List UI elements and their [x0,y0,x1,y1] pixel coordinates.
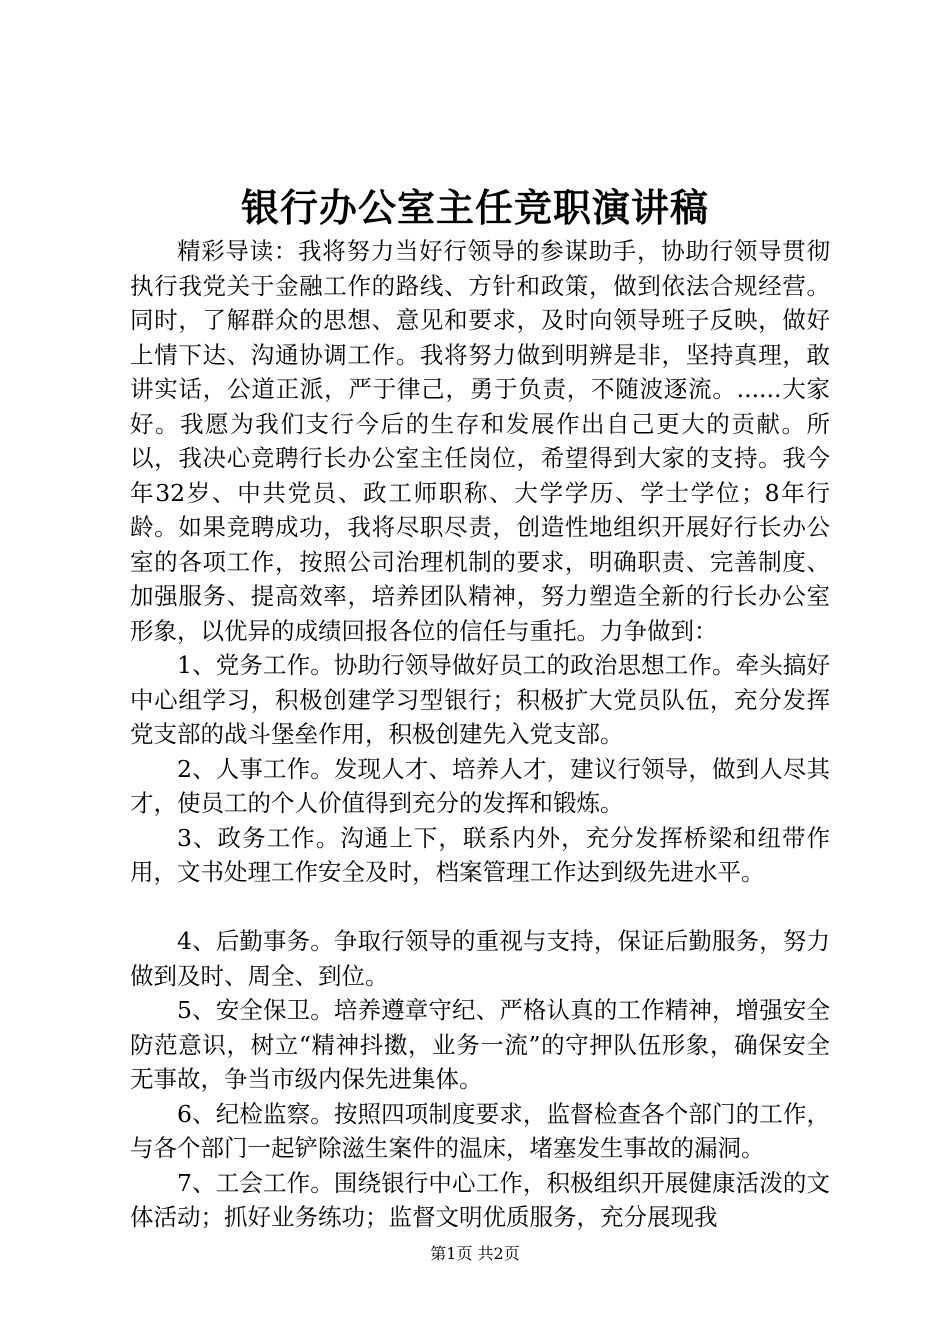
paragraph-intro: 精彩导读：我将努力当好行领导的参谋助手，协助行领导贯彻执行我党关于金融工作的路线、方针和政策，做到依法合规经营。同时，了解群众的思想、意见和要求，及时向领导班子反映，做好上情下达、沟通协调工作。我将努力做到明辨是非，坚持真理，敢讲实话，公道正派，严于律己，勇于负责，不随波逐流。......大家好。我愿为我们支行今后的生存和发展作出自己更大的贡献。所以，我决心竞聘行长办公室主任岗位，希望得到大家的支持。我今年32岁、中共党员、政工师职称、大学学历、学士学位；8年行龄。如果竞聘成功，我将尽职尽责，创造性地组织开展好行长办公室的各项工作，按照公司治理机制的要求，明确职责、完善制度、加强服务、提高效率，培养团队精神，努力塑造全新的行长办公室形象，以优异的成绩回报各位的信任与重托。力争做到： [130,237,830,645]
page-number-footer: 第1页 共2页 [430,1244,520,1263]
document-body [130,234,830,1235]
paragraph-item-5: 5、安全保卫。培养遵章守纪、严格认真的工作精神，增强安全防范意识，树立“精神抖擞，业务一流”的守押队伍形象，确保安全无事故，争当市级内保先进集体。 [130,996,830,1093]
paragraph-item-6: 6、纪检监察。按照四项制度要求，监督检查各个部门的工作，与各个部门一起铲除滋生案件的温床，堵塞发生事故的漏洞。 [130,1099,830,1162]
document-title: 银行办公室主任竞职演讲稿 [240,185,709,230]
paragraph-item-4: 4、后勤事务。争取行领导的重视与支持，保证后勤服务，努力做到及时、周全、到位。 [130,927,830,990]
paragraph-item-7: 7、工会工作。围绕银行中心工作，积极组织开展健康活泼的文体活动；抓好业务练功；监督文明优质服务，充分展现我 [130,1168,830,1231]
paragraph-item-2: 2、人事工作。发现人才、培养人才，建议行领导，做到人尽其才，使员工的个人价值得到充分的发挥和锻炼。 [130,754,830,817]
paragraph-item-3: 3、政务工作。沟通上下，联系内外，充分发挥桥梁和纽带作用，文书处理工作安全及时，档案管理工作达到级先进水平。 [130,823,830,886]
paragraph-item-1: 1、党务工作。协助行领导做好员工的政治思想工作。牵头搞好中心组学习，积极创建学习型银行；积极扩大党员队伍，充分发挥党支部的战斗堡垒作用，积极创建先入党支部。 [130,651,830,748]
